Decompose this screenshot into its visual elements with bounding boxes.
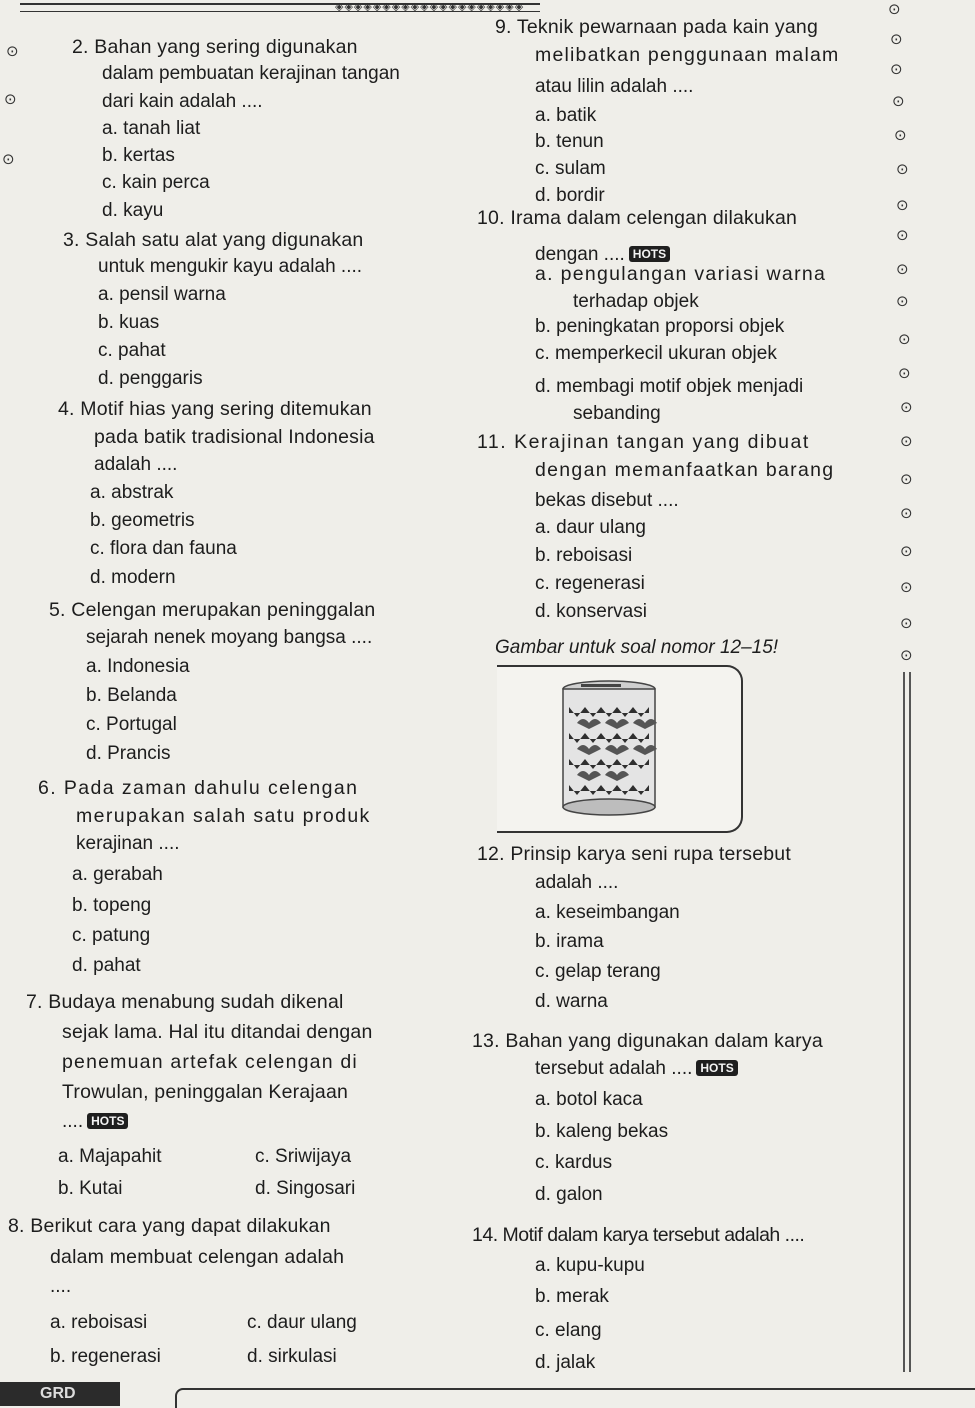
q2-option-d[interactable]: d. kayu (102, 200, 164, 221)
q14-option-a[interactable]: a. kupu-kupu (535, 1255, 645, 1276)
q7-ellipsis: .... (62, 1111, 84, 1132)
q5-option-b[interactable]: b. Belanda (86, 685, 177, 706)
q4-stem: 4. Motif hias yang sering ditemukan (58, 398, 372, 420)
bead-ornament: ⊙ (898, 365, 911, 382)
q9-option-b[interactable]: b. tenun (535, 131, 604, 152)
q10-option-d[interactable]: d. membagi motif objek menjadi (535, 376, 804, 397)
q7-stem: penemuan artefak celengan di (62, 1051, 358, 1073)
bead-ornament: ⊙ (898, 331, 911, 348)
q12-option-c[interactable]: c. gelap terang (535, 961, 661, 982)
q13-option-c[interactable]: c. kardus (535, 1152, 613, 1173)
q12-option-d[interactable]: d. warna (535, 991, 608, 1012)
bead-ornament: ⊙ (890, 61, 903, 78)
q10-stem: 10. Irama dalam celengan dilakukan (477, 207, 798, 229)
q5-option-d[interactable]: d. Prancis (86, 743, 171, 764)
hots-badge: HOTS (87, 1113, 128, 1129)
q3-option-b[interactable]: b. kuas (98, 312, 160, 333)
q3-option-d[interactable]: d. penggaris (98, 368, 203, 389)
q11-option-c[interactable]: c. regenerasi (535, 573, 645, 594)
q7-option-a[interactable]: a. Majapahit (58, 1146, 162, 1167)
footer-rule (175, 1388, 975, 1408)
q13-option-d[interactable]: d. galon (535, 1184, 603, 1205)
q14-option-c[interactable]: c. elang (535, 1320, 602, 1341)
q5-stem: 5. Celengan merupakan peninggalan (49, 599, 376, 621)
hots-badge: HOTS (696, 1060, 737, 1076)
q11-option-a[interactable]: a. daur ulang (535, 517, 646, 538)
q10-option-d-cont: sebanding (573, 403, 661, 424)
q11-stem: 11. Kerajinan tangan yang dibuat (477, 431, 810, 453)
q13-stem: 13. Bahan yang digunakan dalam karya (472, 1030, 823, 1052)
q9-stem: melibatkan penggunaan malam (535, 44, 840, 66)
q6-stem: merupakan salah satu produk (76, 805, 371, 827)
q9-option-d[interactable]: d. bordir (535, 185, 605, 206)
q10-option-a[interactable]: a. pengulangan variasi warna (535, 263, 827, 285)
footer-grade-tab: GRD (0, 1382, 120, 1406)
bead-ornament: ⊙ (894, 127, 907, 144)
q8-stem: dalam membuat celengan adalah (50, 1246, 345, 1268)
q6-option-a[interactable]: a. gerabah (72, 864, 163, 885)
q6-option-b[interactable]: b. topeng (72, 895, 152, 916)
right-border-bar (903, 672, 911, 1372)
q3-stem: 3. Salah satu alat yang digunakan (63, 229, 364, 251)
q11-option-d[interactable]: d. konservasi (535, 601, 647, 622)
q8-option-c[interactable]: c. daur ulang (247, 1312, 357, 1333)
q7-stem: sejak lama. Hal itu ditandai dengan (62, 1021, 373, 1043)
q2-option-b[interactable]: b. kertas (102, 145, 175, 166)
q8-stem: 8. Berikut cara yang dapat dilakukan (8, 1215, 331, 1237)
q4-option-c[interactable]: c. flora dan fauna (90, 538, 237, 559)
q4-option-d[interactable]: d. modern (90, 567, 176, 588)
q10-option-b[interactable]: b. peningkatan proporsi objek (535, 316, 785, 337)
bead-ornament: ⊙ (892, 93, 905, 110)
bead-ornament: ⊙ (890, 31, 903, 48)
q4-stem: adalah .... (94, 454, 178, 475)
q2-option-c[interactable]: c. kain perca (102, 172, 210, 193)
q7-option-b[interactable]: b. Kutai (58, 1178, 123, 1199)
q10-option-a-cont: terhadap objek (573, 291, 699, 312)
bead-ornament: ⊙ (896, 197, 909, 214)
q12-stem: adalah .... (535, 872, 619, 893)
bead-ornament: ⊙ (6, 43, 19, 60)
q9-stem: 9. Teknik pewarnaan pada kain yang (495, 16, 818, 38)
q7-stem: 7. Budaya menabung sudah dikenal (26, 991, 344, 1013)
q4-stem: pada batik tradisional Indonesia (94, 426, 375, 448)
q8-option-d[interactable]: d. sirkulasi (247, 1346, 337, 1367)
q7-stem: Trowulan, peninggalan Kerajaan (62, 1081, 349, 1103)
q13-stem-text: tersebut adalah .... (535, 1058, 693, 1079)
q5-stem: sejarah nenek moyang bangsa .... (86, 627, 373, 648)
q5-option-c[interactable]: c. Portugal (86, 714, 177, 735)
bead-ornament: ⊙ (900, 505, 913, 522)
q3-stem: untuk mengukir kayu adalah .... (98, 256, 363, 277)
q2-stem: dari kain adalah .... (102, 91, 263, 112)
bead-ornament: ⊙ (896, 261, 909, 278)
q2-stem: 2. Bahan yang sering digunakan (72, 36, 358, 58)
hots-badge: HOTS (629, 246, 670, 262)
q3-option-a[interactable]: a. pensil warna (98, 284, 226, 305)
q6-option-c[interactable]: c. patung (72, 925, 151, 946)
bead-ornament: ⊙ (900, 647, 913, 664)
q14-option-b[interactable]: b. merak (535, 1286, 609, 1307)
q12-option-b[interactable]: b. irama (535, 931, 604, 952)
q10-stem-text: dengan .... (535, 244, 625, 265)
bead-ornament: ⊙ (900, 433, 913, 450)
q9-stem: atau lilin adalah .... (535, 76, 694, 97)
q12-option-a[interactable]: a. keseimbangan (535, 902, 680, 923)
bead-ornament: ⊙ (888, 1, 901, 18)
q8-stem: .... (50, 1276, 72, 1297)
q13-stem (535, 1058, 738, 1080)
q3-option-c[interactable]: c. pahat (98, 340, 166, 361)
q8-option-a[interactable]: a. reboisasi (50, 1312, 148, 1333)
bead-ornament: ⊙ (896, 293, 909, 310)
bead-ornament: ⊙ (896, 161, 909, 178)
q13-option-b[interactable]: b. kaleng bekas (535, 1121, 669, 1142)
q10-option-c[interactable]: c. memperkecil ukuran objek (535, 343, 777, 364)
q5-option-a[interactable]: a. Indonesia (86, 656, 190, 677)
q9-option-c[interactable]: c. sulam (535, 158, 606, 179)
bead-ornament: ⊙ (900, 543, 913, 560)
bead-ornament: ⊙ (900, 615, 913, 632)
q6-stem: kerajinan .... (76, 833, 180, 854)
q13-option-a[interactable]: a. botol kaca (535, 1089, 643, 1110)
q11-option-b[interactable]: b. reboisasi (535, 545, 633, 566)
q4-option-a[interactable]: a. abstrak (90, 482, 174, 503)
q6-stem: 6. Pada zaman dahulu celengan (38, 777, 359, 799)
q2-option-a[interactable]: a. tanah liat (102, 118, 201, 139)
q11-stem: bekas disebut .... (535, 490, 679, 511)
bead-ornament: ⊙ (4, 91, 17, 108)
q2-stem: dalam pembuatan kerajinan tangan (102, 63, 400, 84)
q14-stem: 14. Motif dalam karya tersebut adalah .... (472, 1224, 805, 1246)
q14-option-d[interactable]: d. jalak (535, 1352, 596, 1373)
tin-can-piggy-bank-illustration (497, 667, 741, 831)
q4-option-b[interactable]: b. geometris (90, 510, 195, 531)
figure-box (497, 665, 743, 833)
bead-ornament: ⊙ (900, 471, 913, 488)
q7-stem (62, 1111, 128, 1133)
bead-ornament: ⊙ (896, 227, 909, 244)
decorative-chain: ◈◈◈◈◈◈◈◈◈◈◈◈◈◈◈◈◈◈◈◈ (335, 1, 525, 13)
q11-stem: dengan memanfaatkan barang (535, 459, 835, 481)
q9-option-a[interactable]: a. batik (535, 105, 597, 126)
bead-ornament: ⊙ (900, 399, 913, 416)
bead-ornament: ⊙ (900, 579, 913, 596)
q7-option-d[interactable]: d. Singosari (255, 1178, 356, 1199)
q6-option-d[interactable]: d. pahat (72, 955, 141, 976)
q12-stem: 12. Prinsip karya seni rupa tersebut (477, 843, 791, 865)
q7-option-c[interactable]: c. Sriwijaya (255, 1146, 352, 1167)
q8-option-b[interactable]: b. regenerasi (50, 1346, 161, 1367)
bead-ornament: ⊙ (2, 151, 15, 168)
figure-caption: Gambar untuk soal nomor 12–15! (495, 637, 779, 658)
